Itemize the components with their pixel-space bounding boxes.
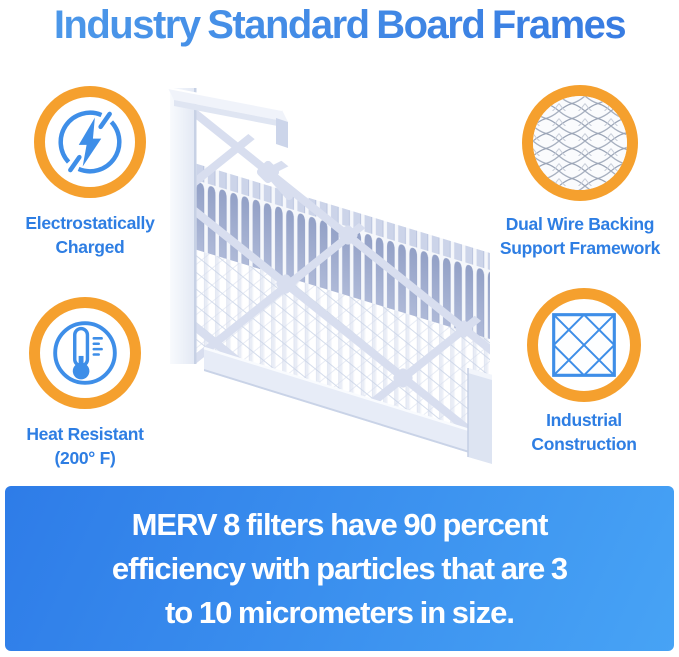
feature-heat-resistant xyxy=(0,297,170,470)
banner-text-line: to 10 micrometers in size. xyxy=(164,595,515,630)
air-filter-product-image xyxy=(150,60,510,480)
lightning-bolt-circle-icon xyxy=(46,98,134,186)
diamond-lattice-icon xyxy=(540,301,628,389)
feature-dual-wire-backing xyxy=(488,85,672,260)
feature-industrial-construction xyxy=(496,288,672,456)
banner-text-line: efficiency with particles that are 3 xyxy=(111,551,568,586)
feature-label xyxy=(25,211,154,259)
feature-label-line: Dual Wire Backing xyxy=(505,214,655,234)
feature-icon-ring xyxy=(34,86,146,198)
page-title: Industry Standard Board Frames xyxy=(0,2,679,48)
feature-label-line: (200° F) xyxy=(54,448,116,468)
feature-icon-ring xyxy=(522,85,638,201)
wire-mesh-icon xyxy=(533,96,627,190)
banner-text-line: MERV 8 filters have 90 percent xyxy=(131,507,548,542)
feature-label xyxy=(531,408,636,456)
feature-label-line: Industrial xyxy=(546,410,622,430)
merv-info-banner xyxy=(5,486,674,651)
feature-icon-ring xyxy=(527,288,641,402)
feature-label xyxy=(26,422,143,470)
feature-icon-ring xyxy=(29,297,141,409)
feature-label xyxy=(500,212,660,260)
feature-label-line: Support Framework xyxy=(499,238,661,258)
thermometer-icon xyxy=(41,309,129,397)
feature-label-line: Charged xyxy=(55,237,125,257)
feature-label-line: Construction xyxy=(531,434,637,454)
feature-label-line: Heat Resistant xyxy=(26,424,144,444)
feature-label-line: Electrostatically xyxy=(25,213,155,233)
